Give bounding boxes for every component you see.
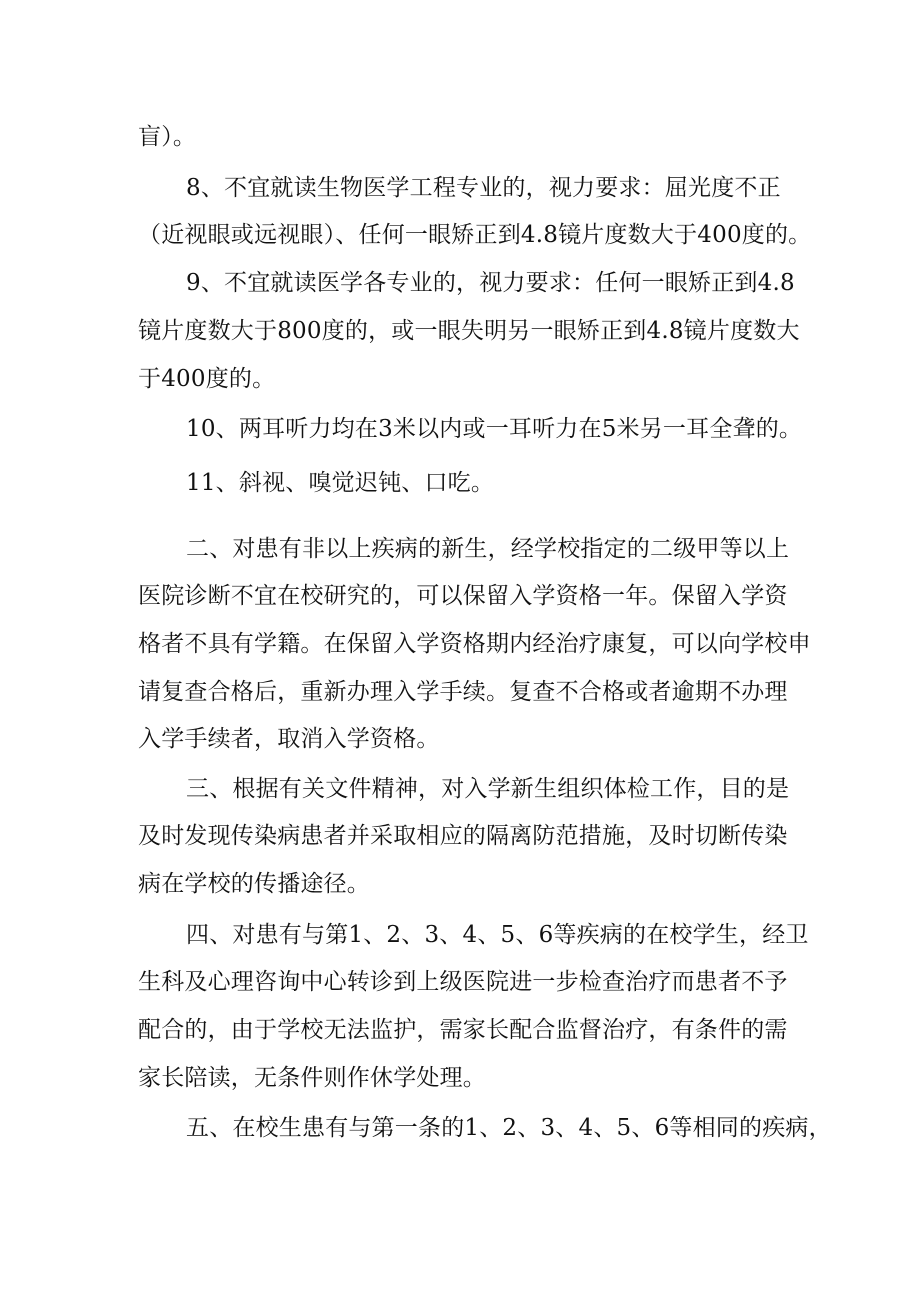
text-line: 三、根据有关文件精神，对入学新生组织体检工作，目的是 <box>186 776 790 802</box>
text-line: 9、不宜就读医学各专业的，视力要求：任何一眼矫正到4.8 <box>186 270 795 296</box>
text-line: 于400度的。 <box>138 366 276 392</box>
text-line: 11、斜视、嗅觉迟钝、口吃。 <box>186 470 495 496</box>
text-line: 请复查合格后，重新办理入学手续。复查不合格或者逾期不办理 <box>138 679 788 705</box>
text-line: 病在学校的传播途径。 <box>138 871 370 897</box>
text-line: 生科及心理咨询中心转诊到上级医院进一步检查治疗而患者不予 <box>138 969 788 995</box>
text-line: 医院诊断不宜在校研究的，可以保留入学资格一年。保留入学资 <box>138 583 788 609</box>
text-line: 配合的，由于学校无法监护，需家长配合监督治疗，有条件的需 <box>138 1017 788 1043</box>
text-line: 格者不具有学籍。在保留入学资格期内经治疗康复，可以向学校申 <box>138 631 811 657</box>
text-line: 五、在校生患有与第一条的1、2、3、4、5、6等相同的疾病， <box>186 1115 832 1141</box>
text-line: 家长陪读，无条件则作休学处理。 <box>138 1065 486 1091</box>
text-line: 入学手续者，取消入学资格。 <box>138 726 440 752</box>
text-line: 10、两耳听力均在3米以内或一耳听力在5米另一耳全聋的。 <box>186 416 803 442</box>
text-line: 二、对患有非以上疾病的新生，经学校指定的二级甲等以上 <box>186 536 790 562</box>
text-line: 镜片度数大于800度的，或一眼失明另一眼矫正到4.8镜片度数大 <box>138 318 800 344</box>
text-line: 及时发现传染病患者并采取相应的隔离防范措施，及时切断传染 <box>138 823 788 849</box>
text-line: 8、不宜就读生物医学工程专业的，视力要求：屈光度不正 <box>186 175 781 201</box>
text-line: 盲）。 <box>138 124 197 150</box>
text-line: 四、对患有与第1、2、3、4、5、6等疾病的在校学生，经卫 <box>186 922 809 948</box>
text-line: （近视眼或远视眼）、任何一眼矫正到4.8镜片度数大于400度的。 <box>138 222 812 248</box>
